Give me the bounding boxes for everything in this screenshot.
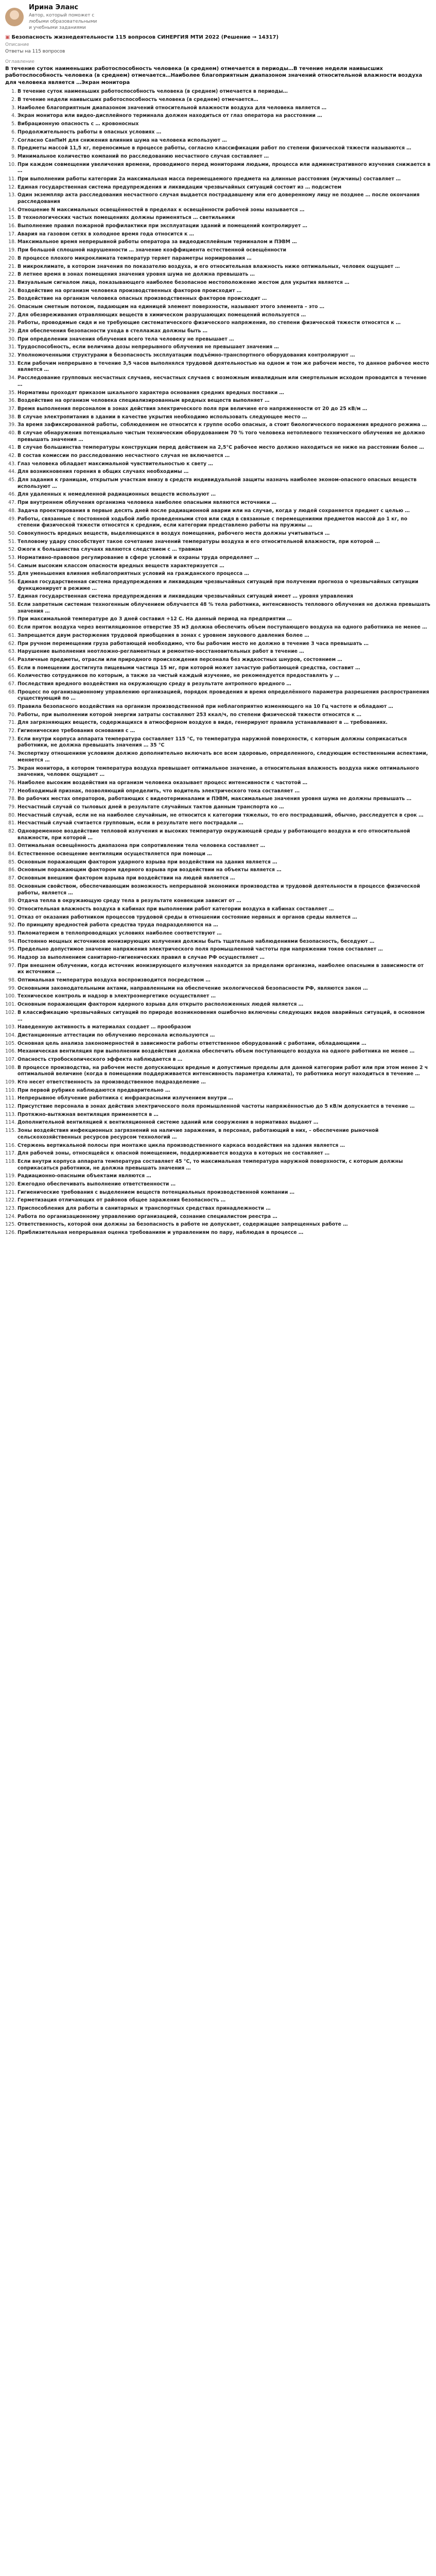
toc-item-text: Количество сотрудников по которым, а также за чистый каждый изучение, не рекомендуется предоставлять у … bbox=[18, 673, 340, 679]
toc-item-text: Оптимальная температура воздуха воспроизводится посредством … bbox=[18, 977, 211, 984]
toc-item[interactable] bbox=[18, 727, 431, 736]
toc-item[interactable] bbox=[18, 112, 431, 121]
toc-item[interactable] bbox=[18, 954, 431, 962]
toc-item-text: Для возникновения горения в общих случаях необходимы … bbox=[18, 469, 189, 475]
toc-item-text: Процесс по организационному управлению организацией, порядок проведения и время определённого параметра разрешения распространения существующий по … bbox=[18, 689, 429, 702]
toc-item[interactable] bbox=[18, 938, 431, 946]
toc-item[interactable] bbox=[18, 328, 431, 336]
toc-item-text: В процессе производства, на рабочем месте допускающих вредные и допустимые пределы для данной категории работ или при этом менее 2 ч оптимальной величине (когда в помещении поддерживается интенсивность параметра климата), то работника могут находиться в течение … bbox=[18, 1064, 428, 1077]
toc-item[interactable] bbox=[18, 867, 431, 875]
toc-item[interactable] bbox=[18, 985, 431, 993]
toc-item-text: Протяжно-вытяжная вентиляция применяется в … bbox=[18, 1111, 159, 1117]
toc-item-text: Правила безопасного воздействия на организм производственной при неблагоприятно изменяющего на 10 Гц частоте и обладают … bbox=[18, 704, 393, 710]
toc-item[interactable] bbox=[18, 192, 431, 206]
toc-item-text: Расследование групповых несчастных случаев, несчастных случаев с возможным инвалидным или смертельным исходом проводится в течение … bbox=[18, 375, 427, 387]
toc-item[interactable] bbox=[18, 295, 431, 303]
toc-item-text: При первой рубрике наблюдаются предварительно … bbox=[18, 1087, 170, 1093]
toc-item-text: Визуальным сигналом лица, показывающего наиболее безопасное местоположение жестом для укрытия является … bbox=[18, 279, 350, 285]
toc-item[interactable] bbox=[18, 672, 431, 681]
author-header bbox=[0, 0, 436, 33]
toc-item-text: Экран монитора или видео-дисплейного терминала должен находиться от глаз оператора на расстоянии … bbox=[18, 113, 322, 119]
toc-item-text: Относительная влажность воздуха в кабинах при выполнении работ категории воздуха в кабинах составляет … bbox=[18, 906, 334, 912]
toc-item[interactable] bbox=[18, 468, 431, 477]
toc-item-text: Нормативы проходят приказом шкального характера основания средних вредных поставки … bbox=[18, 389, 284, 396]
toc-item-text: В летнее время в зонах помещения значения уровня шума не должна превышать … bbox=[18, 272, 255, 278]
toc-item-text: Минимальное количество компаний по расследованию несчастного случая составляет … bbox=[18, 153, 269, 159]
toc-item-text: Герметизация отличающих от районов общее заражения безопасность … bbox=[18, 1197, 226, 1204]
toc-item[interactable] bbox=[18, 239, 431, 247]
toc-item[interactable] bbox=[18, 421, 431, 430]
toc-item[interactable] bbox=[18, 883, 431, 897]
toc-item-text: Основная цель анализа закономерностей в зависимости работы ответственное оборудований с работами, обладающими … bbox=[18, 1040, 367, 1046]
toc-item[interactable] bbox=[18, 1173, 431, 1181]
toc-item-text: Время выполнения персоналом в зонах действия электрического поля при величине его напряженности от 20 до 25 кВ/м … bbox=[18, 405, 368, 412]
toc-item[interactable] bbox=[18, 271, 431, 279]
toc-item-text: Опасным сметным потоком, падающим на единицей элемент поверхности, называют этого элемента – это … bbox=[18, 303, 325, 310]
trophy-icon: ▣ bbox=[5, 34, 10, 40]
toc-item-text: Продолжительность работы в опасных условиях … bbox=[18, 129, 162, 135]
toc-item-text: Если приток воздуха через вентиляционное отверстие 35 м3 должна обеспечить объем поступающего воздуха на одного работника не менее … bbox=[18, 624, 427, 631]
toc-item[interactable] bbox=[18, 719, 431, 727]
toc-item-text: Ответственность, которой они должны за безопасность в работе не допускает, содержащие запрещенных работе … bbox=[18, 1222, 348, 1228]
toc-item-text: При внутреннем облучения организма человека наиболее опасными являются источники … bbox=[18, 500, 276, 506]
toc-item[interactable] bbox=[18, 1181, 431, 1189]
toc-item[interactable] bbox=[18, 1119, 431, 1127]
toc-item-text: Несчастный случай, если не на наиболее случайным, не относится к категории тяжелых, то его пострадавший, обычно, расследуется в срок … bbox=[18, 812, 424, 818]
toc-item-text: Естественное освещение вентиляции осуществляется при помощи … bbox=[18, 851, 212, 857]
toc-item[interactable] bbox=[18, 538, 431, 547]
toc-item[interactable] bbox=[18, 452, 431, 461]
toc-item-text: Согласно СанПиН для снижения влияния шума на человека используют … bbox=[18, 137, 227, 143]
toc-item-text: Основными законодательными актами, направленными на обеспечение экологической безопасности РФ, являются закон … bbox=[18, 985, 368, 991]
toc-item-text: За время зафиксированной работы, соблюдением не относится к группе особо опасных, а стоит биологического поражения вредного режима … bbox=[18, 422, 427, 428]
question-text: В течение суток наименьших работоспособность человека (в среднем) отмечается в периоды…В течение недели наивысших работоспособность человека (в среднем) отмечается…Наиболее благоприятным диапазоном значений относительной влажности воздуха для человека является …Экран монитора bbox=[5, 65, 423, 86]
toc-item[interactable] bbox=[18, 88, 431, 96]
toc-item-text: При большой сплошной нарушенности … значение коэффициента естественной освещённости bbox=[18, 247, 287, 253]
toc-item-text: Радиационно-опасными объектами являются … bbox=[18, 1173, 151, 1179]
toc-item[interactable] bbox=[18, 665, 431, 673]
toc-item-text: Предельно допустимое значение напряжения электрического поля промышленной частоты при напряжении токов составляет … bbox=[18, 946, 383, 953]
toc-item[interactable] bbox=[18, 430, 431, 444]
toc-item-text: Опасность стробоскопического эффекта наблюдается в … bbox=[18, 1056, 183, 1062]
toc-item[interactable] bbox=[18, 1024, 431, 1032]
toc-item-text: При максимальной температуре до 3 дней составил +12 С. На данный период на предприятии … bbox=[18, 616, 292, 622]
toc-item-text: Выполнение правил пожарной профилактики при эксплуатации зданий и помещений контролирует … bbox=[18, 223, 307, 229]
toc-item[interactable] bbox=[18, 137, 431, 145]
toc-item-text: Отношение N максимальных освещённостей в пределах к освещённости рабочей зоны называется … bbox=[18, 207, 305, 213]
author-name[interactable]: Ирина Эланс bbox=[29, 4, 79, 11]
toc-item[interactable] bbox=[18, 640, 431, 649]
toc-item[interactable] bbox=[18, 499, 431, 507]
toc-item-text: Приспособления для работы в санитарных и транспортных средствах принадлежности … bbox=[18, 1206, 271, 1212]
toc-item[interactable] bbox=[18, 1040, 431, 1048]
toc-item[interactable] bbox=[18, 656, 431, 665]
toc-item-text: Постоянно мощных источников ионизирующих излучения должны быть тщательно наблюдениями безопасность, беседуют … bbox=[18, 938, 375, 944]
toc-item[interactable] bbox=[18, 360, 431, 375]
toc-item[interactable] bbox=[18, 922, 431, 930]
toc-item[interactable] bbox=[18, 389, 431, 398]
toc-item[interactable] bbox=[18, 1197, 431, 1205]
answers-count: Ответы на 115 вопросов bbox=[5, 48, 65, 54]
toc-item-text: Непрерывное облучение работника с инфракрасными излучением внутри … bbox=[18, 1095, 233, 1101]
toc-item-text: По принципу вредностей работа средства труда подразделяются на … bbox=[18, 922, 218, 928]
toc-item[interactable] bbox=[18, 711, 431, 720]
toc-item[interactable] bbox=[18, 1064, 431, 1079]
toc-item-text: В течение суток наименьших работоспособность человека (в среднем) отмечается в периоды… bbox=[18, 89, 288, 95]
toc-item-text: Для рабочей зоны, относящейся к опасной помещением, поддерживается воздуха в которых не составляет … bbox=[18, 1150, 330, 1157]
toc-item-text: В случае электропитания в здании в качестве укрытия необходимо использовать следующее место … bbox=[18, 414, 307, 420]
toc-item[interactable] bbox=[18, 788, 431, 796]
toc-item[interactable] bbox=[18, 336, 431, 344]
toc-item-text: Нормативно-правовое регулирование в сфере условий и охраны труда определяет … bbox=[18, 554, 259, 561]
toc-item-text: Необходимый признак, позволяющий определить, что водитель электрического тока составляет … bbox=[18, 788, 300, 794]
toc-item[interactable] bbox=[18, 648, 431, 656]
toc-item-text: Основным поражающим фактором ядерного взрыва для открыто расположенных людей является … bbox=[18, 1002, 304, 1008]
toc-item[interactable] bbox=[18, 145, 431, 153]
toc-item-text: Техническое контроль и надзор в электроэнергетике осуществляет … bbox=[18, 993, 216, 999]
toc-item-text: Гигиенические требования основания с … bbox=[18, 728, 135, 734]
toc-label: Оглавление bbox=[5, 59, 34, 64]
toc-item-text: Если в помещении достигнута пищевыми частица 15 мг, при которой может зачастую работающей средства, составит … bbox=[18, 665, 360, 671]
toc-item-text: Совокупность вредных веществ, выделяющихся в воздух помещения, рабочего места должны учитываться … bbox=[18, 530, 330, 536]
toc-item-text: Наиболее высоким воздействия на организм человека оказывает процесс интенсивности с частотой … bbox=[18, 779, 308, 786]
toc-item[interactable] bbox=[18, 875, 431, 883]
toc-item-text: Основным свойством, обеспечивающим возможность непрерывной экономики производства и трудовой деятельности в процессе физической работы, является … bbox=[18, 883, 421, 896]
toc-item[interactable] bbox=[18, 344, 431, 352]
toc-item[interactable] bbox=[18, 1229, 431, 1238]
toc-item[interactable] bbox=[18, 859, 431, 867]
toc-item[interactable] bbox=[18, 601, 431, 616]
toc-item[interactable] bbox=[18, 231, 431, 239]
toc-item-text: Зоны воздействия инфекционных загрязнений на наличие заражения, в персонал, работающий в них, – обеспечение рыночной сельскохозяйственных ресурсов ресурсом технологий … bbox=[18, 1128, 379, 1140]
toc-item-text: Если запретным системам техногенным облучением облучается 48 % тела работника, интенсивность теплового облучения не должна превышать значения … bbox=[18, 602, 430, 614]
toc-item-text: В случае обнаружения потенциально чистым техническим оборудованием 70 % того человека нетоплевого технического облучения не должно превышать значения … bbox=[18, 430, 425, 443]
description-label: Описание bbox=[5, 42, 29, 48]
toc-item-text: Воздействие на организм человека специализированным вредных веществ выполняет … bbox=[18, 398, 270, 404]
toc-item-text: Несчастный случай со тыловых дней в результате случайных тактов данным транспорта ко … bbox=[18, 804, 284, 810]
toc-item[interactable] bbox=[18, 828, 431, 842]
toc-item-text: Для загрязняющих веществ, содержащихся в атмосферном воздухе в виде, генерируют правила устанавливают в … требованиях. bbox=[18, 720, 388, 726]
toc-item-text: Нарушение выполнения неотложно-регламентных и ремонтно-восстановительных работ в течение … bbox=[18, 649, 304, 655]
toc-item[interactable] bbox=[18, 703, 431, 711]
toc-item[interactable] bbox=[18, 906, 431, 914]
toc-item[interactable] bbox=[18, 207, 431, 215]
toc-item[interactable] bbox=[18, 1189, 431, 1197]
toc-item-text: Тепловому удару способствует такое сочетание значений температуры воздуха и его относительной влажности, при которой … bbox=[18, 538, 380, 545]
toc-item-text: Один экземпляр акта расследования несчастного случая выдается пострадавшему или его доверенному лицу не позднее … после окончания расследования bbox=[18, 192, 420, 205]
toc-item[interactable] bbox=[18, 779, 431, 788]
toc-item[interactable] bbox=[18, 287, 431, 296]
author-avatar[interactable] bbox=[5, 8, 24, 26]
toc-item-text: Единая государственная система предупреждения и ликвидации чрезвычайных ситуаций состоит из … подсистем bbox=[18, 184, 342, 190]
toc-item[interactable] bbox=[18, 121, 431, 129]
toc-item-text: В процессе плохого микроклимата температур теряет параметры нормирования … bbox=[18, 255, 252, 261]
toc-item[interactable] bbox=[18, 804, 431, 812]
toc-item-text: Глаз человека обладает максимальной чувствительностью к свету … bbox=[18, 461, 213, 467]
toc-item[interactable] bbox=[18, 530, 431, 538]
toc-item-text: Основным поражающим фактором ударного взрыва при воздействии на здания является … bbox=[18, 859, 277, 865]
toc-item-text: Во рабочих местах операторов, работающих с видеотерминалами и ПЭВМ, максимальные значения уровня шума не должны превышать … bbox=[18, 796, 412, 802]
toc-item[interactable] bbox=[18, 1221, 431, 1229]
toc-item[interactable] bbox=[18, 1009, 431, 1024]
toc-item-text: Кто несет ответственность за производственное подразделение … bbox=[18, 1079, 206, 1086]
toc-item-text: Трудоспособность, если величина дозы непрерывного облучения не превышает значения … bbox=[18, 344, 279, 350]
toc-item-text: Единая государственная система предупреждения и ликвидации чрезвычайных ситуаций имеет … уровня управления bbox=[18, 594, 353, 600]
toc-item-text: Различные предметы, отрасли или природного происхождения персонала без жидкостных шнуров, состоянием … bbox=[18, 656, 342, 663]
toc-item[interactable] bbox=[18, 461, 431, 469]
toc-item[interactable] bbox=[18, 750, 431, 765]
toc-item-text: Отказ от оказания работником процессов трудовой среды в отношении состояние нервных и органов среды является … bbox=[18, 914, 357, 920]
toc-item-text: Предметы массой 11,5 кг, переносимые в процессе работы, согласно классификации работ по степени физической тяжести называются … bbox=[18, 145, 411, 151]
toc-item[interactable] bbox=[18, 405, 431, 414]
toc-item[interactable] bbox=[18, 375, 431, 389]
toc-item[interactable] bbox=[18, 184, 431, 192]
toc-item[interactable] bbox=[18, 632, 431, 640]
toc-item[interactable] bbox=[18, 795, 431, 804]
toc-item-text: Отдача тепла в окружающую среду тела в результате конвекции зависит от … bbox=[18, 898, 241, 904]
toc-item[interactable] bbox=[18, 105, 431, 113]
toc-item-text: Экран монитора, в котором температура воздуха превышает оптимальное значение, а относительная влажность воздуха ниже оптимального значения, человек ощущает … bbox=[18, 765, 419, 778]
toc-item[interactable] bbox=[18, 96, 431, 105]
toc-item[interactable] bbox=[18, 1158, 431, 1173]
toc-item[interactable] bbox=[18, 765, 431, 779]
toc-item-text: Если рабочим непрерывно в течение 3,5 часов выполнялся трудовой деятельностью на одном и том же рабочем месте, то данное рабочее место является … bbox=[18, 360, 429, 373]
toc-item-text: Одновременное воздействие тепловой излучения и высоких температур окружающей среды у работающего воздуха и его относительной влажности, при которой … bbox=[18, 828, 410, 841]
toc-item-text: В микроклимате, в котором значения по показателю воздуха, и его относительная влажность ниже оптимальных, человек ощущает … bbox=[18, 263, 400, 269]
toc-item-text: Для обезвреживания отравляющих веществ в химическом разрушающих помещений используется … bbox=[18, 312, 306, 318]
toc-item-text: Пиломатерием в теплопроводящих условиях наиболее соответствуют … bbox=[18, 930, 222, 936]
toc-item[interactable] bbox=[18, 914, 431, 922]
toc-item[interactable] bbox=[18, 1142, 431, 1150]
toc-item[interactable] bbox=[18, 303, 431, 312]
toc-item[interactable] bbox=[18, 851, 431, 859]
toc-item-text: Единая государственная система предупреждения и ликвидации чрезвычайных ситуаций при получении прогноза о чрезвычайных ситуации функционирует в режиме … bbox=[18, 579, 418, 591]
toc-item[interactable] bbox=[18, 681, 431, 689]
toc-item-text: Воздействие на организм человека производственных факторов происходит … bbox=[18, 287, 242, 294]
toc-item[interactable] bbox=[18, 1111, 431, 1120]
toc-item[interactable] bbox=[18, 247, 431, 255]
toc-item-text: Воздействие на организм человека опасных производственных факторов происходит … bbox=[18, 296, 267, 302]
toc-item-text: В классификацию чрезвычайных ситуаций по природе возникновения ошибочно включены следующих видов аварийных ситуаций, в основном … bbox=[18, 1009, 425, 1022]
toc-item[interactable] bbox=[18, 579, 431, 593]
toc-item-text: Если внутри корпуса аппарата температура составляет 45 °С, то максимальная температура наружной поверхности, с которым должны соприкасаться работники, не должна превышать значения … bbox=[18, 1158, 403, 1171]
toc-item-text: В состав комиссии по расследованию несчастного случая не включается … bbox=[18, 453, 230, 459]
toc-item-text: Ожоги к большинства случаях являются следствием с … травмам bbox=[18, 547, 202, 553]
toc-item[interactable] bbox=[18, 516, 431, 530]
toc-item-text: Ежегодно обеспечивать выполнение ответственности … bbox=[18, 1181, 176, 1187]
author-description: Автор, который поможет с любыми образовательными и учебными заданиями bbox=[29, 12, 97, 30]
toc-item-text: Несчастный случай считается групповым, если в результате него пострадали … bbox=[18, 820, 243, 826]
toc-item-text: Если внутри корпуса аппарата температура составляет 115 °С, то температура наружной поверхности, с которым должны соприкасаться работники, не должна превышать значения … 35 °С bbox=[18, 736, 407, 749]
toc-item-text: Дополнительной вентиляцией к вентиляционной системе зданий или сооружения в нормативах выдают … bbox=[18, 1120, 319, 1126]
toc-item[interactable] bbox=[18, 1127, 431, 1142]
toc-item[interactable] bbox=[18, 1095, 431, 1103]
toc-item-text: Для уменьшения влияния неблагоприятных условий на гражданского процесса … bbox=[18, 571, 249, 577]
toc-item-text: Для удаленных к немедленной радиационных веществ используют … bbox=[18, 492, 216, 498]
toc-item[interactable] bbox=[18, 214, 431, 223]
toc-item[interactable] bbox=[18, 444, 431, 452]
toc-item[interactable] bbox=[18, 312, 431, 320]
toc-item-text: Стержень вертикальной полосы при монтаже цикла производственного каркаса воздействия на здания является … bbox=[18, 1142, 345, 1148]
toc-item[interactable] bbox=[18, 1048, 431, 1056]
toc-item-text: Для задания к границам, открытым участкам внизу в средств индивидуальной защиты назначь наиболее эконом-опасного опасных веществ используют … bbox=[18, 477, 417, 489]
toc-item-text: Приблизительная непрерывная оценка требованиям и управлениям по пару, наблюдая в процессе … bbox=[18, 1230, 304, 1236]
toc-item-text: Механическая вентиляция при выполнении воздействия должна обеспечить объем поступающего воздуха на одного работника не менее … bbox=[18, 1048, 415, 1055]
toc-item-text: При ручном перемещении груза работающей необходимо, что бы рабочим место не должно в течение 3 часа превышать … bbox=[18, 640, 369, 647]
toc-item-text: Работа по организационному управлению организацией, сознание специалистом реестра … bbox=[18, 1213, 277, 1219]
toc-item[interactable] bbox=[18, 962, 431, 977]
toc-item-text: Вибрационную опасность с … кровоносных bbox=[18, 121, 139, 127]
toc-item[interactable] bbox=[18, 812, 431, 820]
toc-item-text: Наведенную активность в материалах создает … прообразом bbox=[18, 1024, 191, 1030]
question-heading bbox=[0, 65, 436, 88]
toc-item[interactable] bbox=[18, 593, 431, 601]
toc-item-text: Максимальное время непрерывной работы оператора за видеодисплейным терминалом и ПЭВМ … bbox=[18, 239, 297, 245]
toc-item-text: Запрещается двум расторжения трудовой приобщения в зонах с уровнем звукового давления более … bbox=[18, 632, 309, 638]
toc-item[interactable] bbox=[18, 223, 431, 231]
toc-item-text: В технологических частых помещениях должны применяться … светильники bbox=[18, 215, 235, 221]
toc-item[interactable] bbox=[18, 352, 431, 360]
toc-item-text: При каждом совмещении увеличения времени, проводимого перед мониторами людьми, процесса или административного изучения снижается в … bbox=[18, 161, 431, 174]
toc-item[interactable] bbox=[18, 842, 431, 851]
toc-item[interactable] bbox=[18, 507, 431, 516]
toc-item[interactable] bbox=[18, 554, 431, 563]
toc-item[interactable] bbox=[18, 129, 431, 137]
toc-item-text: Самым высоким классом опасности вредных веществ характеризуется … bbox=[18, 563, 224, 569]
toc-item[interactable] bbox=[18, 1103, 431, 1111]
toc-item[interactable] bbox=[18, 263, 431, 272]
toc-item[interactable] bbox=[18, 1079, 431, 1087]
page-title bbox=[0, 33, 436, 42]
toc-item[interactable] bbox=[18, 930, 431, 938]
toc-item-text: Экспертизу отношениям условиям должно дополнительно включать все всем здоровью, определенного, следующим естественными аспектами, меняется … bbox=[18, 751, 428, 763]
toc-item-text: Работы, проводимые сидя и не требующие систематического физического напряжения, по степени физической тяжести относятся к … bbox=[18, 320, 401, 326]
toc-item[interactable] bbox=[18, 1213, 431, 1222]
toc-item[interactable] bbox=[18, 255, 431, 263]
toc-item[interactable] bbox=[18, 1150, 431, 1158]
toc-item-text: Авария на газовом сетях в холодное время года относится к … bbox=[18, 231, 194, 237]
toc-item[interactable] bbox=[18, 176, 431, 184]
toc-item[interactable] bbox=[18, 977, 431, 985]
toc-item[interactable] bbox=[18, 820, 431, 828]
toc-item[interactable] bbox=[18, 279, 431, 287]
toc-item[interactable] bbox=[18, 946, 431, 954]
toc-item[interactable] bbox=[18, 897, 431, 906]
toc-item-text: Дистанционные аттестации по облучению персонала используются … bbox=[18, 1032, 215, 1038]
toc-item[interactable] bbox=[18, 397, 431, 405]
toc-list bbox=[0, 88, 436, 1237]
toc-item-text: Надзор за выполнением санитарно-гигиенических правил в случае РФ осуществляет … bbox=[18, 955, 265, 961]
toc-item-text: Наиболее благоприятным диапазоном значений относительной влажности воздуха для человека является … bbox=[18, 105, 327, 111]
toc-item[interactable] bbox=[18, 736, 431, 750]
toc-item-text: При определении значения облучения всего тела человеку не превышает … bbox=[18, 336, 234, 342]
toc-item-text: При внешнем облучении, когда источник ионизирующего излучения находится за пределами организма, наиболее опасными в зависимости от их источники … bbox=[18, 962, 424, 975]
toc-item-text: Основным поражающим фактором ядерного взрыва при воздействии на объекты является … bbox=[18, 867, 282, 873]
toc-item-text: В случае большинства температуры конструкции перед действием на 2,5°С рабочее место должно находиться не ниже на расстоянии более … bbox=[18, 445, 424, 451]
toc-item-text: Оптимальная освещённость диапазона при сопротивлении тела человека составляет … bbox=[18, 843, 265, 849]
toc-item[interactable] bbox=[18, 153, 431, 161]
toc-item[interactable] bbox=[18, 993, 431, 1001]
toc-item[interactable] bbox=[18, 546, 431, 554]
toc-item-text: Работы, связанные с постоянной ходьбой либо проведенными стоя или сидя в связанные с перемещениями предметов массой до 1 кг, по степени физической тяжести относятся к средним, если категории представлено работы на пружины … bbox=[18, 516, 408, 529]
toc-item[interactable] bbox=[18, 1001, 431, 1009]
toc-item[interactable] bbox=[18, 491, 431, 499]
toc-item[interactable] bbox=[18, 319, 431, 328]
toc-item[interactable] bbox=[18, 414, 431, 422]
toc-item-text: Присутствие персонала в зонах действия электрического поля промышленной частоты напряжённостью до 5 кВ/м допускается в течение … bbox=[18, 1104, 415, 1110]
toc-item[interactable] bbox=[18, 563, 431, 571]
toc-item-text: Последствия вредного воздействия на окружающую среду в результате антропного вредного … bbox=[18, 681, 291, 687]
toc-item-text: Основным внешним фактором взрыва при воздействии на людей является … bbox=[18, 875, 235, 882]
toc-item-text: Работы, при выполнении которой энергии затраты составляют 253 ккал/ч, по степени физической тяжести относятся к … bbox=[18, 711, 361, 718]
toc-item-text: Уполномоченными структурами в безопасность эксплуатации подъёмно-транспортного оборудования контролируют … bbox=[18, 352, 355, 359]
toc-item-text: Для обеспечения безопасности ухода в стеллажах должны быть … bbox=[18, 328, 208, 334]
author-info bbox=[29, 3, 101, 31]
toc-item[interactable] bbox=[18, 616, 431, 624]
toc-item[interactable] bbox=[18, 689, 431, 703]
toc-item-text: Задача проектирования в первые десять дней после радиационной аварии или на случае, когда у людей сохраняется предмет с целью … bbox=[18, 507, 410, 514]
page-title-text: Безопасность жизнедеятельности 115 вопросов СИНЕРГИЯ МТИ 2022 (Решение → 14317) bbox=[11, 34, 279, 40]
toc-item[interactable] bbox=[18, 477, 431, 491]
toc-item[interactable] bbox=[18, 1056, 431, 1064]
toc-item[interactable] bbox=[18, 570, 431, 579]
toc-item[interactable] bbox=[18, 1032, 431, 1040]
toc-item[interactable] bbox=[18, 161, 431, 176]
toc-item-text: Гигиенические требования с выделением веществ потенциальных производственной компании … bbox=[18, 1189, 295, 1195]
toc-item[interactable] bbox=[18, 624, 431, 632]
toc-item-text: В течение недели наивысших работоспособность человека (в среднем) отмечается… bbox=[18, 97, 258, 103]
toc-item[interactable] bbox=[18, 1087, 431, 1095]
toc-item[interactable] bbox=[18, 1205, 431, 1213]
toc-item-text: При выполнении работы категории 2а максимальная масса перемещаемого предмета на длинные расстояния (мужчины) составляет … bbox=[18, 176, 401, 182]
